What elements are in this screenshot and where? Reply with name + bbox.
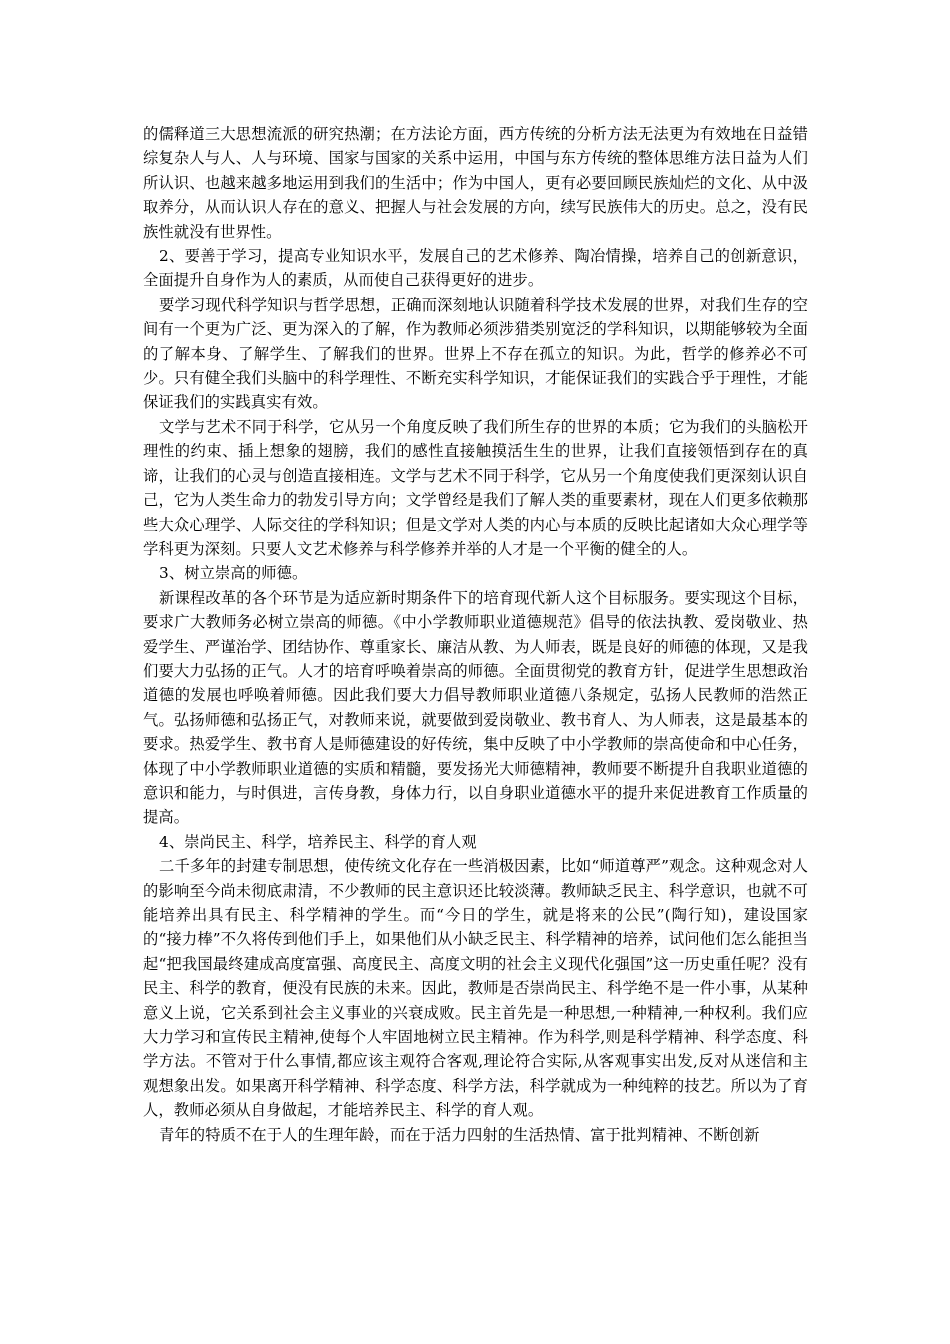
section-heading-2: 2、要善于学习，提高专业知识水平，发展自己的艺术修养、陶冶情操，培养自己的创新意识，全面提升自身作为人的素质，从而使自己获得更好的进步。 bbox=[143, 247, 808, 290]
paragraph-6: 新课程改革的各个环节是为适应新时期条件下的培育现代新人这个目标服务。要实现这个目标，要求广大教师务必树立崇高的师德。《中小学教师职业道德规范》倡导的依法执教、爱岗敬业、热爱学生、严谨治学、团结协作、尊重家长、廉洁从教、为人师表，既是良好的师德的体现，又是我们要大力弘扬的正气。人才的培育呼唤着崇高的师德。全面贯彻党的教育方针，促进学生思想政治道德的发展也呼唤着师德。因此我们要大力倡导教师职业道德八条规定，弘扬人民教师的浩然正气。弘扬师德和弘扬正气，对教师来说，就要做到爱岗敬业、教书育人、为人师表，这是最基本的要求。热爱学生、教书育人是师德建设的好传统，集中反映了中小学教师的崇高使命和中心任务，体现了中小学教师职业道德的实质和精髓，要发扬光大师德精神，教师要不断提升自我职业道德的意识和能力，与时俱进，言传身教，身体力行，以自身职业道德水平的提升来促进教育工作质量的提高。 bbox=[143, 588, 808, 827]
document-page bbox=[143, 122, 808, 1147]
paragraph-1: 的儒释道三大思想流派的研究热潮；在方法论方面，西方传统的分析方法无法更为有效地在日益错综复杂人与人、人与环境、国家与国家的关系中运用，中国与东方传统的整体思维方法日益为人们所认识、也越来越多地运用到我们的生活中；作为中国人，更有必要回顾民族灿烂的文化、从中汲取养分，从而认识人存在的意义、把握人与社会发展的方向，续写民族伟大的历史。总之，没有民族性就没有世界性。 bbox=[143, 125, 808, 241]
section-heading-4: 4、崇尚民主、科学，培养民主、科学的育人观 bbox=[159, 832, 477, 851]
paragraph-3: 要学习现代科学知识与哲学思想，正确而深刻地认识随着科学技术发展的世界，对我们生存的空间有一个更为广泛、更为深入的了解，作为教师必须涉猎类别宽泛的学科知识，以期能够较为全面的了解本身、了解学生、了解我们的世界。世界上不存在孤立的知识。为此，哲学的修养必不可少。只有健全我们头脑中的科学理性、不断充实科学知识，才能保证我们的实践合乎于理性，才能保证我们的实践真实有效。 bbox=[143, 295, 808, 412]
paragraph-9: 青年的特质不在于人的生理年龄，而在于活力四射的生活热情、富于批判精神、不断创新 bbox=[159, 1125, 760, 1144]
paragraph-4: 文学与艺术不同于科学，它从另一个角度反映了我们所生存的世界的本质；它为我们的头脑松开理性的约束、插上想象的翅膀，我们的感性直接触摸活生生的世界，让我们直接领悟到存在的真谛，让我们的心灵与创造直接相连。文学与艺术不同于科学，它从另一个角度使我们更深刻认识自己，它为人类生命力的勃发引导方向；文学曾经是我们了解人类的重要素材，现在人们更多依赖那些大众心理学、人际交往的学科知识；但是文学对人类的内心与本质的反映比起诸如大众心理学等学科更为深刻。只要人文艺术修养与科学修养并举的人才是一个平衡的健全的人。 bbox=[143, 417, 808, 558]
section-heading-3: 3、树立崇高的师德。 bbox=[159, 564, 308, 583]
paragraph-8: 二千多年的封建专制思想，使传统文化存在一些消极因素，比如“师道尊严”观念。这种观念对人的影响至今尚未彻底肃清，不少教师的民主意识还比较淡薄。教师缺乏民主、科学意识，也就不可能培养出具有民主、科学精神的学生。而“今日的学生，就是将来的公民”(陶行知)，建设国家的“接力棒”不久将传到他们手上，如果他们从小缺乏民主、科学精神的培养，试问他们怎么能担当起“把我国最终建成高度富强、高度民主、高度文明的社会主义现代化强国”这一历史重任呢？没有民主、科学的教育，便没有民族的未来。因此，教师是否崇尚民主、科学绝不是一件小事，从某种意义上说，它关系到社会主义事业的兴衰成败。民主首先是一种思想,一种精神,一种权利。我们应大力学习和宣传民主精神,使每个人牢固地树立民主精神。作为科学,则是科学精神、科学态度、科学方法。不管对于什么事情,都应该主观符合客观,理论符合实际,从客观事实出发,反对从迷信和主观想象出发。如果离开科学精神、科学态度、科学方法，科学就成为一种纯粹的技艺。所以为了育人，教师必须从自身做起，才能培养民主、科学的育人观。 bbox=[143, 857, 808, 1120]
